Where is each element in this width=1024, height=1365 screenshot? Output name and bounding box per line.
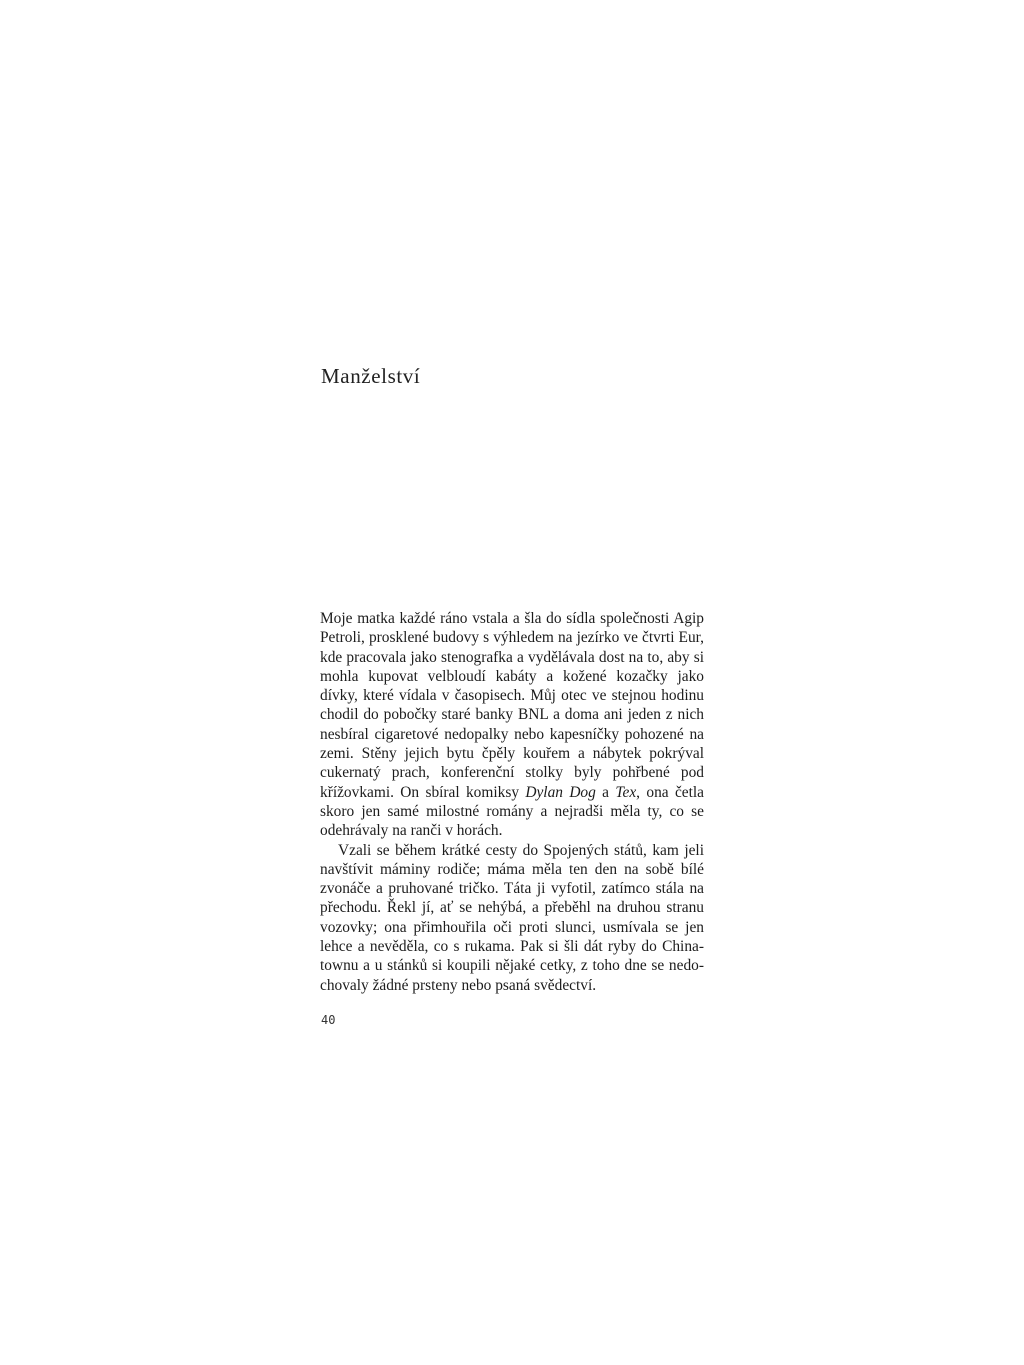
comic-title-dylan-dog: Dylan Dog [525, 783, 596, 801]
paragraph-1-conjunction: a [595, 783, 616, 801]
paragraph-2: Vzali se během krátké cesty do Spojených států, kam jeli navštívit máminy rodiče; máma měla ten den na sobě bílé zvonáče a pruhované tričko. Táta ji vyfotil, zatímco stála na přechodu. Řekl jí, ať se nehýbá, a přeběhl na druhou stranu vozovky; ona přimhouřila oči proti slunci, usmívala se jen lehce a nevěděla, co s rukama. Pak si šli dát ryby do Chinatownu a u stánků si koupili nějaké cetky, z toho dne se nedochovaly žádné prsteny nebo psaná svědectví. [320, 841, 704, 994]
comic-title-tex: Tex [615, 783, 637, 801]
page-number: 40 [321, 1013, 336, 1027]
paragraph-1 [320, 609, 704, 841]
paragraph-1-lead: Moje matka každé ráno vstala a šla do sídla společnosti Agip Petroli, prosklené budovy s výhledem na jezírko ve čtvrti Eur, kde pracovala jako stenografka a vydělávala dost na to, aby si mohla kupovat velbloudí kabáty a kožené kozačky jako dívky, které vídala v časopisech. Můj otec ve stejnou hodinu chodil do pobočky staré banky BNL a doma ani jeden z nich nesbíral cigaretové nedopalky nebo kapesníčky pohozené na zemi. Stěny jejich bytu čpěly kouřem a nábytek pokrýval cukernatý prach, konferenční stolky byly pohřbené pod křížovkami. On sbíral komiksy [320, 610, 704, 801]
body-text [320, 609, 704, 995]
chapter-title: Manželství [321, 364, 421, 388]
paragraph-1-tail: , ona četla skoro jen samé milostné romány a nejradši měla ty, co se odehrávaly na ranči v horách. [320, 783, 704, 840]
